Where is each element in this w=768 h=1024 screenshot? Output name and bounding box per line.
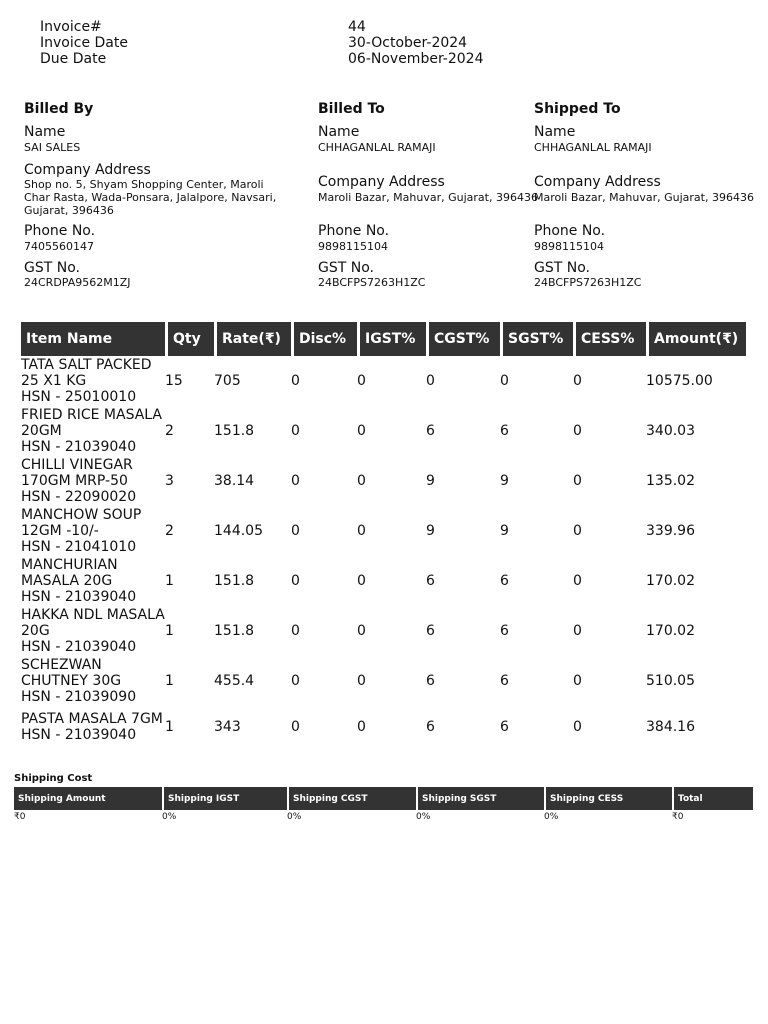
gst-label: GST No. (24, 260, 80, 276)
item-name (21, 606, 165, 656)
shipping-cgst-value: 0% (287, 812, 302, 822)
shipped-to-heading: Shipped To (534, 101, 621, 117)
item-description: CHILLI VINEGAR 170GM MRP-50 (21, 457, 133, 489)
item-cess: 0 (573, 719, 582, 735)
item-name (21, 556, 165, 606)
billed-to-name: CHHAGANLAL RAMAJI (318, 141, 436, 154)
item-cess: 0 (573, 373, 582, 389)
item-description: TATA SALT PACKED 25 X1 KG (21, 357, 152, 389)
item-cgst: 0 (426, 373, 435, 389)
col-rate: Rate(₹) (214, 322, 291, 356)
item-igst: 0 (357, 573, 366, 589)
item-amount: 339.96 (646, 523, 695, 539)
item-sgst: 9 (500, 473, 509, 489)
item-disc: 0 (291, 473, 300, 489)
item-cgst: 6 (426, 423, 435, 439)
shipping-sgst-value: 0% (416, 812, 431, 822)
meta-label: Invoice Date (40, 35, 128, 51)
billed-to-address: Maroli Bazar, Mahuvar, Gujarat, 396436 (318, 191, 538, 204)
item-cgst: 6 (426, 719, 435, 735)
meta-label: Invoice# (40, 19, 102, 35)
item-hsn: HSN - 21039090 (21, 689, 137, 705)
billed-by-gst: 24CRDPA9562M1ZJ (24, 276, 131, 289)
item-qty: 1 (165, 623, 174, 639)
billed-to-gst: 24BCFPS7263H1ZC (318, 276, 426, 289)
due-date-row (40, 51, 483, 67)
item-description: MANCHURIAN MASALA 20G (21, 557, 118, 589)
shipping-cess-header: Shipping CESS (544, 787, 672, 810)
col-igst: IGST% (357, 322, 426, 356)
address-label: Company Address (318, 174, 445, 190)
col-disc: Disc% (291, 322, 357, 356)
shipped-to-phone: 9898115104 (534, 240, 604, 253)
shipping-table (14, 787, 753, 822)
item-cess: 0 (573, 573, 582, 589)
item-description: HAKKA NDL MASALA 20G (21, 607, 165, 639)
invoice-date-row (40, 35, 483, 51)
item-name (21, 656, 165, 706)
item-rate: 151.8 (214, 573, 255, 589)
item-description: PASTA MASALA 7GM (21, 711, 163, 727)
item-igst: 0 (357, 473, 366, 489)
item-sgst: 6 (500, 719, 509, 735)
item-disc: 0 (291, 573, 300, 589)
item-igst: 0 (357, 423, 366, 439)
invoice-number: 44 (348, 19, 366, 35)
table-row (21, 706, 746, 748)
shipping-igst-header: Shipping IGST (162, 787, 287, 810)
col-cgst: CGST% (426, 322, 500, 356)
item-sgst: 6 (500, 573, 509, 589)
item-description: FRIED RICE MASALA 20GM (21, 407, 162, 439)
item-cgst: 6 (426, 623, 435, 639)
shipping-sgst-header: Shipping SGST (416, 787, 544, 810)
item-cess: 0 (573, 623, 582, 639)
item-amount: 510.05 (646, 673, 695, 689)
item-rate: 151.8 (214, 623, 255, 639)
shipped-to-block (534, 100, 764, 289)
item-rate: 38.14 (214, 473, 255, 489)
item-hsn: HSN - 21039040 (21, 439, 137, 455)
item-sgst: 0 (500, 373, 509, 389)
item-cess: 0 (573, 473, 582, 489)
item-cgst: 9 (426, 523, 435, 539)
item-name (21, 456, 165, 506)
table-row (21, 456, 746, 506)
item-cess: 0 (573, 523, 582, 539)
item-amount: 170.02 (646, 623, 695, 639)
shipping-header-row (14, 787, 753, 810)
invoice-date: 30-October-2024 (348, 35, 468, 51)
phone-label: Phone No. (534, 223, 606, 239)
item-hsn: HSN - 21041010 (21, 539, 137, 555)
item-amount: 10575.00 (646, 373, 713, 389)
address-label: Company Address (534, 174, 661, 190)
item-hsn: HSN - 25010010 (21, 389, 137, 405)
name-label: Name (318, 124, 360, 140)
table-row (21, 406, 746, 456)
item-cess: 0 (573, 673, 582, 689)
item-disc: 0 (291, 719, 300, 735)
billed-by-heading: Billed By (24, 101, 94, 117)
col-cess: CESS% (573, 322, 646, 356)
meta-label: Due Date (40, 51, 107, 67)
gst-label: GST No. (534, 260, 590, 276)
item-name (21, 356, 165, 406)
shipped-to-gst: 24BCFPS7263H1ZC (534, 276, 642, 289)
phone-label: Phone No. (24, 223, 96, 239)
item-sgst: 6 (500, 623, 509, 639)
table-row (21, 356, 746, 406)
col-amount: Amount(₹) (646, 322, 746, 356)
parties-section (24, 100, 764, 300)
table-row (21, 556, 746, 606)
item-rate: 144.05 (214, 523, 263, 539)
item-amount: 170.02 (646, 573, 695, 589)
item-amount: 384.16 (646, 719, 695, 735)
item-rate: 455.4 (214, 673, 255, 689)
due-date: 06-November-2024 (348, 51, 484, 67)
item-disc: 0 (291, 373, 300, 389)
item-hsn: HSN - 22090020 (21, 489, 137, 505)
item-qty: 15 (165, 373, 183, 389)
billed-to-phone: 9898115104 (318, 240, 388, 253)
items-header-row (21, 322, 746, 356)
table-row (21, 506, 746, 556)
item-qty: 2 (165, 423, 174, 439)
item-igst: 0 (357, 673, 366, 689)
item-cgst: 6 (426, 673, 435, 689)
item-hsn: HSN - 21039040 (21, 639, 137, 655)
item-disc: 0 (291, 523, 300, 539)
item-name (21, 506, 165, 556)
item-amount: 340.03 (646, 423, 695, 439)
item-hsn: HSN - 21039040 (21, 727, 137, 743)
shipping-amount-value: ₹0 (14, 812, 26, 822)
item-igst: 0 (357, 623, 366, 639)
invoice-meta (40, 19, 483, 67)
shipped-to-name: CHHAGANLAL RAMAJI (534, 141, 652, 154)
item-sgst: 6 (500, 673, 509, 689)
billed-to-block (318, 100, 538, 289)
col-item-name: Item Name (21, 322, 165, 356)
col-sgst: SGST% (500, 322, 573, 356)
item-qty: 1 (165, 673, 174, 689)
shipping-cgst-header: Shipping CGST (287, 787, 416, 810)
item-igst: 0 (357, 373, 366, 389)
item-cgst: 9 (426, 473, 435, 489)
item-disc: 0 (291, 623, 300, 639)
item-disc: 0 (291, 673, 300, 689)
shipping-amount-header: Shipping Amount (14, 787, 162, 810)
shipping-cost-title: Shipping Cost (14, 773, 93, 784)
item-cess: 0 (573, 423, 582, 439)
item-qty: 1 (165, 573, 174, 589)
item-qty: 1 (165, 719, 174, 735)
item-qty: 3 (165, 473, 174, 489)
item-description: SCHEZWAN CHUTNEY 30G (21, 657, 122, 689)
item-qty: 2 (165, 523, 174, 539)
name-label: Name (534, 124, 576, 140)
item-cgst: 6 (426, 573, 435, 589)
address-label: Company Address (24, 162, 151, 178)
item-rate: 705 (214, 373, 241, 389)
item-igst: 0 (357, 719, 366, 735)
invoice-number-row (40, 19, 483, 35)
item-hsn: HSN - 21039040 (21, 589, 137, 605)
item-rate: 343 (214, 719, 241, 735)
shipping-igst-value: 0% (162, 812, 177, 822)
billed-by-block (24, 100, 304, 289)
item-description: MANCHOW SOUP 12GM -10/- (21, 507, 142, 539)
items-body (21, 356, 746, 748)
name-label: Name (24, 124, 66, 140)
shipping-total-header: Total (672, 787, 753, 810)
gst-label: GST No. (318, 260, 374, 276)
table-row (21, 656, 746, 706)
shipped-to-address: Maroli Bazar, Mahuvar, Gujarat, 396436 (534, 191, 754, 204)
shipping-cess-value: 0% (544, 812, 559, 822)
item-igst: 0 (357, 523, 366, 539)
item-name (21, 706, 165, 748)
billed-by-address: Shop no. 5, Shyam Shopping Center, Maroli Char Rasta, Wada-Ponsara, Jalalpore, Navsari, Gujarat, 396436 (24, 178, 277, 217)
billed-by-name: SAI SALES (24, 141, 81, 154)
shipping-values-row (14, 810, 753, 822)
billed-by-phone: 7405560147 (24, 240, 94, 253)
shipping-total-value: ₹0 (672, 812, 684, 822)
item-amount: 135.02 (646, 473, 695, 489)
billed-to-heading: Billed To (318, 101, 385, 117)
item-sgst: 6 (500, 423, 509, 439)
phone-label: Phone No. (318, 223, 390, 239)
item-disc: 0 (291, 423, 300, 439)
item-rate: 151.8 (214, 423, 255, 439)
item-name (21, 406, 165, 456)
item-sgst: 9 (500, 523, 509, 539)
col-qty: Qty (165, 322, 214, 356)
table-row (21, 606, 746, 656)
items-table (21, 322, 746, 748)
